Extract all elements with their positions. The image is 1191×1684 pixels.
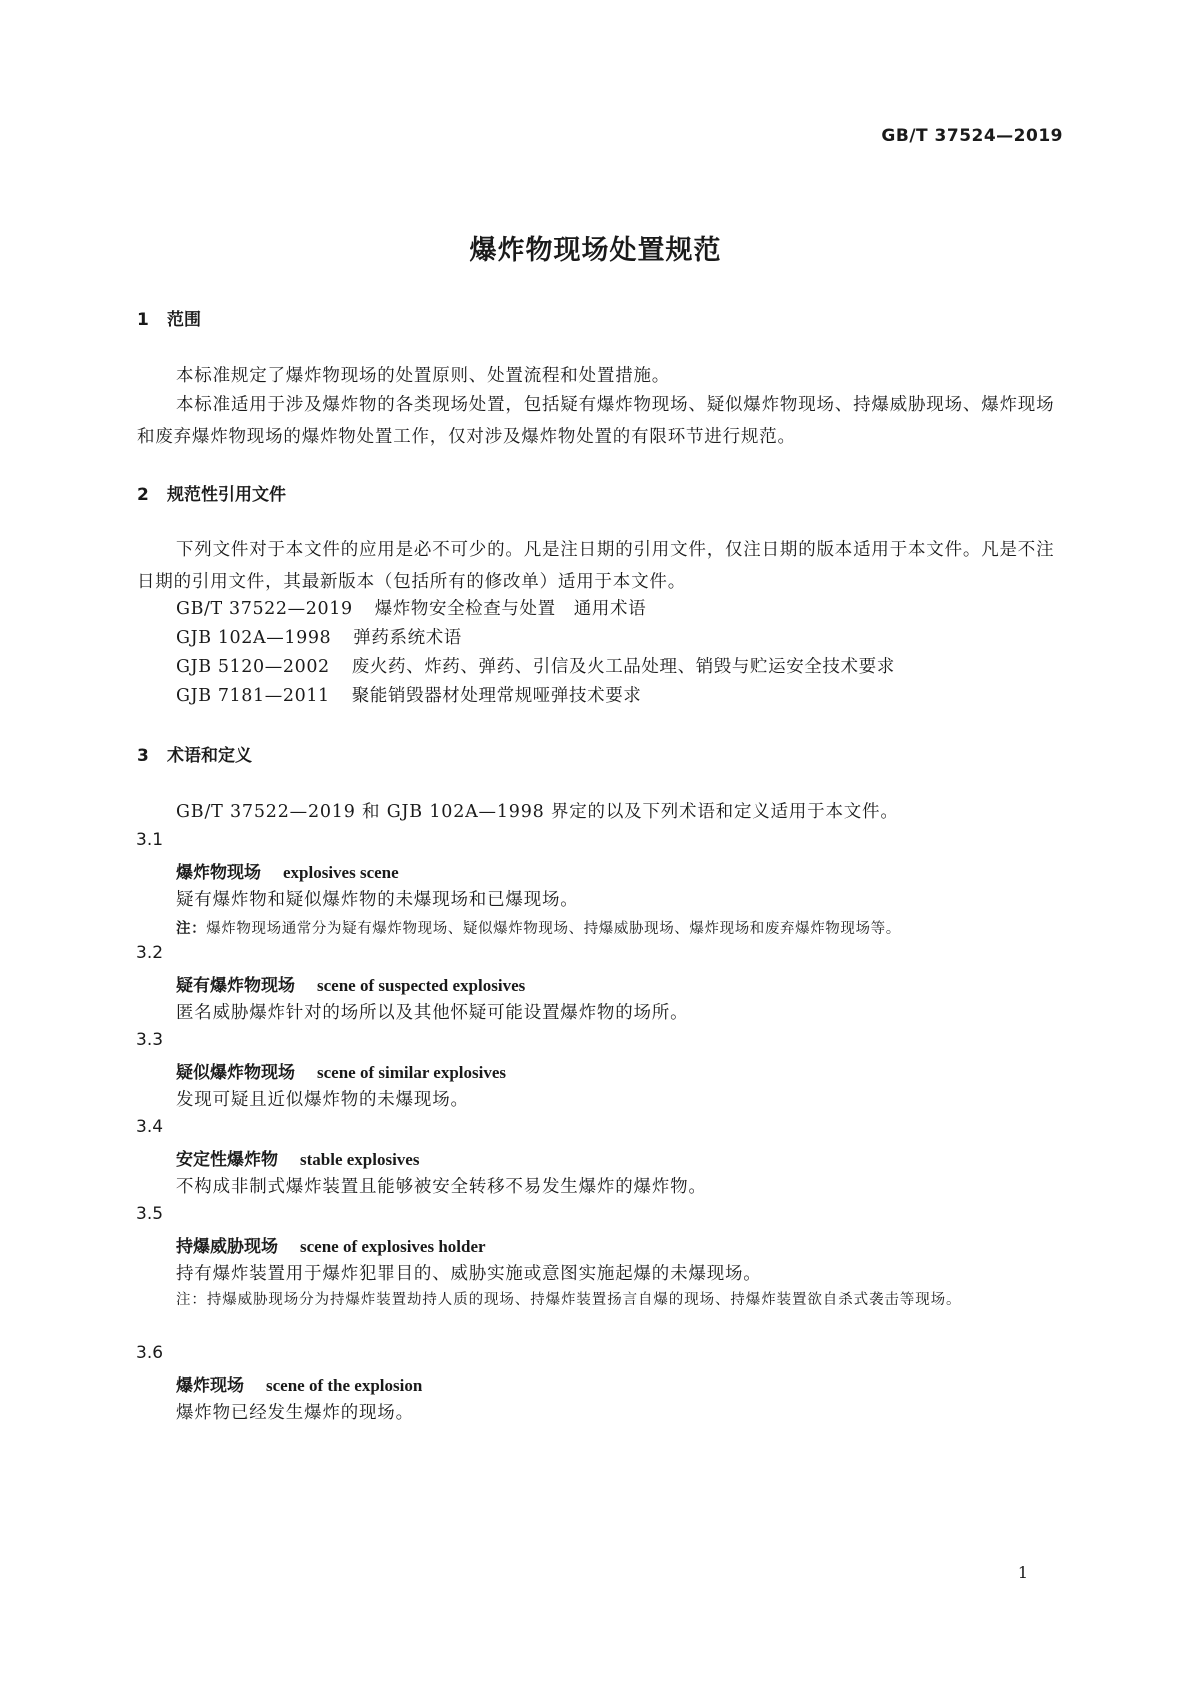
term-number: 3.6 <box>136 1343 164 1363</box>
page-number: 1 <box>1017 1563 1028 1582</box>
term-number: 3.2 <box>136 943 164 963</box>
term-definition: 爆炸物已经发生爆炸的现场。 <box>176 1403 414 1423</box>
scope-paragraph-1: 本标准规定了爆炸物现场的处置原则、处置流程和处置措施。 <box>176 366 671 386</box>
reference-title: 废火药、炸药、弹药、引信及火工品处理、销毁与贮运安全技术要求 <box>351 657 895 677</box>
reference-code: GJB 102A—1998 <box>176 628 332 648</box>
reference-item <box>176 653 895 678</box>
term-english: scene of the explosion <box>266 1376 423 1395</box>
term-english: scene of explosives holder <box>300 1237 486 1256</box>
term-number: 3.5 <box>136 1204 164 1224</box>
reference-title: 弹药系统术语 <box>353 628 462 648</box>
term-heading <box>176 1371 422 1396</box>
section-title: 规范性引用文件 <box>167 485 286 505</box>
reference-code: GJB 7181—2011 <box>176 686 330 706</box>
term-heading <box>176 1232 486 1257</box>
term-heading <box>176 971 525 996</box>
reference-item <box>176 624 462 649</box>
term-heading <box>176 858 399 883</box>
note-label: 注： <box>176 921 207 937</box>
term-chinese: 爆炸现场 <box>176 1376 244 1396</box>
reference-code: GB/T 37522—2019 <box>176 599 353 619</box>
section-title: 术语和定义 <box>167 746 252 766</box>
term-definition: 发现可疑且近似爆炸物的未爆现场。 <box>176 1090 469 1110</box>
term-definition: 匿名威胁爆炸针对的场所以及其他怀疑可能设置爆炸物的场所。 <box>176 1003 689 1023</box>
reference-item <box>176 682 641 707</box>
term-chinese: 爆炸物现场 <box>176 863 261 883</box>
reference-title: 聚能销毁器材处理常规哑弹技术要求 <box>351 686 642 706</box>
reference-item <box>176 595 646 620</box>
section-1-heading <box>137 305 201 330</box>
term-number: 3.4 <box>136 1117 164 1137</box>
term-english: scene of suspected explosives <box>317 976 526 995</box>
term-definition: 持有爆炸装置用于爆炸犯罪目的、威胁实施或意图实施起爆的未爆现场。 <box>176 1264 762 1284</box>
term-chinese: 安定性爆炸物 <box>176 1150 278 1170</box>
note-text: 持爆威胁现场分为持爆炸装置劫持人质的现场、持爆炸装置扬言自爆的现场、持爆炸装置欲自杀式袭击等现场。 <box>206 1292 962 1308</box>
term-english: explosives scene <box>283 863 399 882</box>
term-chinese: 疑有爆炸物现场 <box>176 976 295 996</box>
terms-intro: GB/T 37522—2019 和 GJB 102A—1998 界定的以及下列术语和定义适用于本文件。 <box>176 802 899 822</box>
term-number: 3.3 <box>136 1030 164 1050</box>
term-heading <box>176 1058 506 1083</box>
standard-code: GB/T 37524—2019 <box>881 126 1063 146</box>
scope-paragraph-2: 本标准适用于涉及爆炸物的各类现场处置，包括疑有爆炸物现场、疑似爆炸物现场、持爆威胁现场、爆炸现场和废弃爆炸物现场的爆炸物处置工作，仅对涉及爆炸物处置的有限环节进行规范。 <box>137 395 1055 447</box>
term-chinese: 疑似爆炸物现场 <box>176 1063 295 1083</box>
term-heading <box>176 1145 419 1170</box>
term-note <box>176 917 901 938</box>
term-definition: 疑有爆炸物和疑似爆炸物的未爆现场和已爆现场。 <box>176 890 579 910</box>
term-note <box>176 1287 1088 1314</box>
document-title: 爆炸物现场处置规范 <box>469 235 722 266</box>
section-2-heading <box>137 480 286 505</box>
term-number: 3.1 <box>136 830 164 850</box>
term-english: stable explosives <box>300 1150 420 1169</box>
reference-code: GJB 5120—2002 <box>176 657 330 677</box>
section-number: 2 <box>137 485 149 505</box>
section-number: 3 <box>137 746 149 766</box>
note-text: 爆炸物现场通常分为疑有爆炸物现场、疑似爆炸物现场、持爆威胁现场、爆炸现场和废弃爆炸物现场等。 <box>206 921 901 937</box>
note-label: 注： <box>176 1292 207 1308</box>
section-3-heading <box>137 741 252 766</box>
section-number: 1 <box>137 310 149 330</box>
normative-intro: 下列文件对于本文件的应用是必不可少的。凡是注日期的引用文件，仅注日期的版本适用于本文件。凡是不注日期的引用文件，其最新版本（包括所有的修改单）适用于本文件。 <box>137 540 1055 592</box>
term-english: scene of similar explosives <box>317 1063 507 1082</box>
term-definition: 不构成非制式爆炸装置且能够被安全转移不易发生爆炸的爆炸物。 <box>176 1177 707 1197</box>
term-chinese: 持爆威胁现场 <box>176 1237 278 1257</box>
reference-title: 爆炸物安全检查与处置 通用术语 <box>374 599 647 619</box>
section-title: 范围 <box>167 310 201 330</box>
